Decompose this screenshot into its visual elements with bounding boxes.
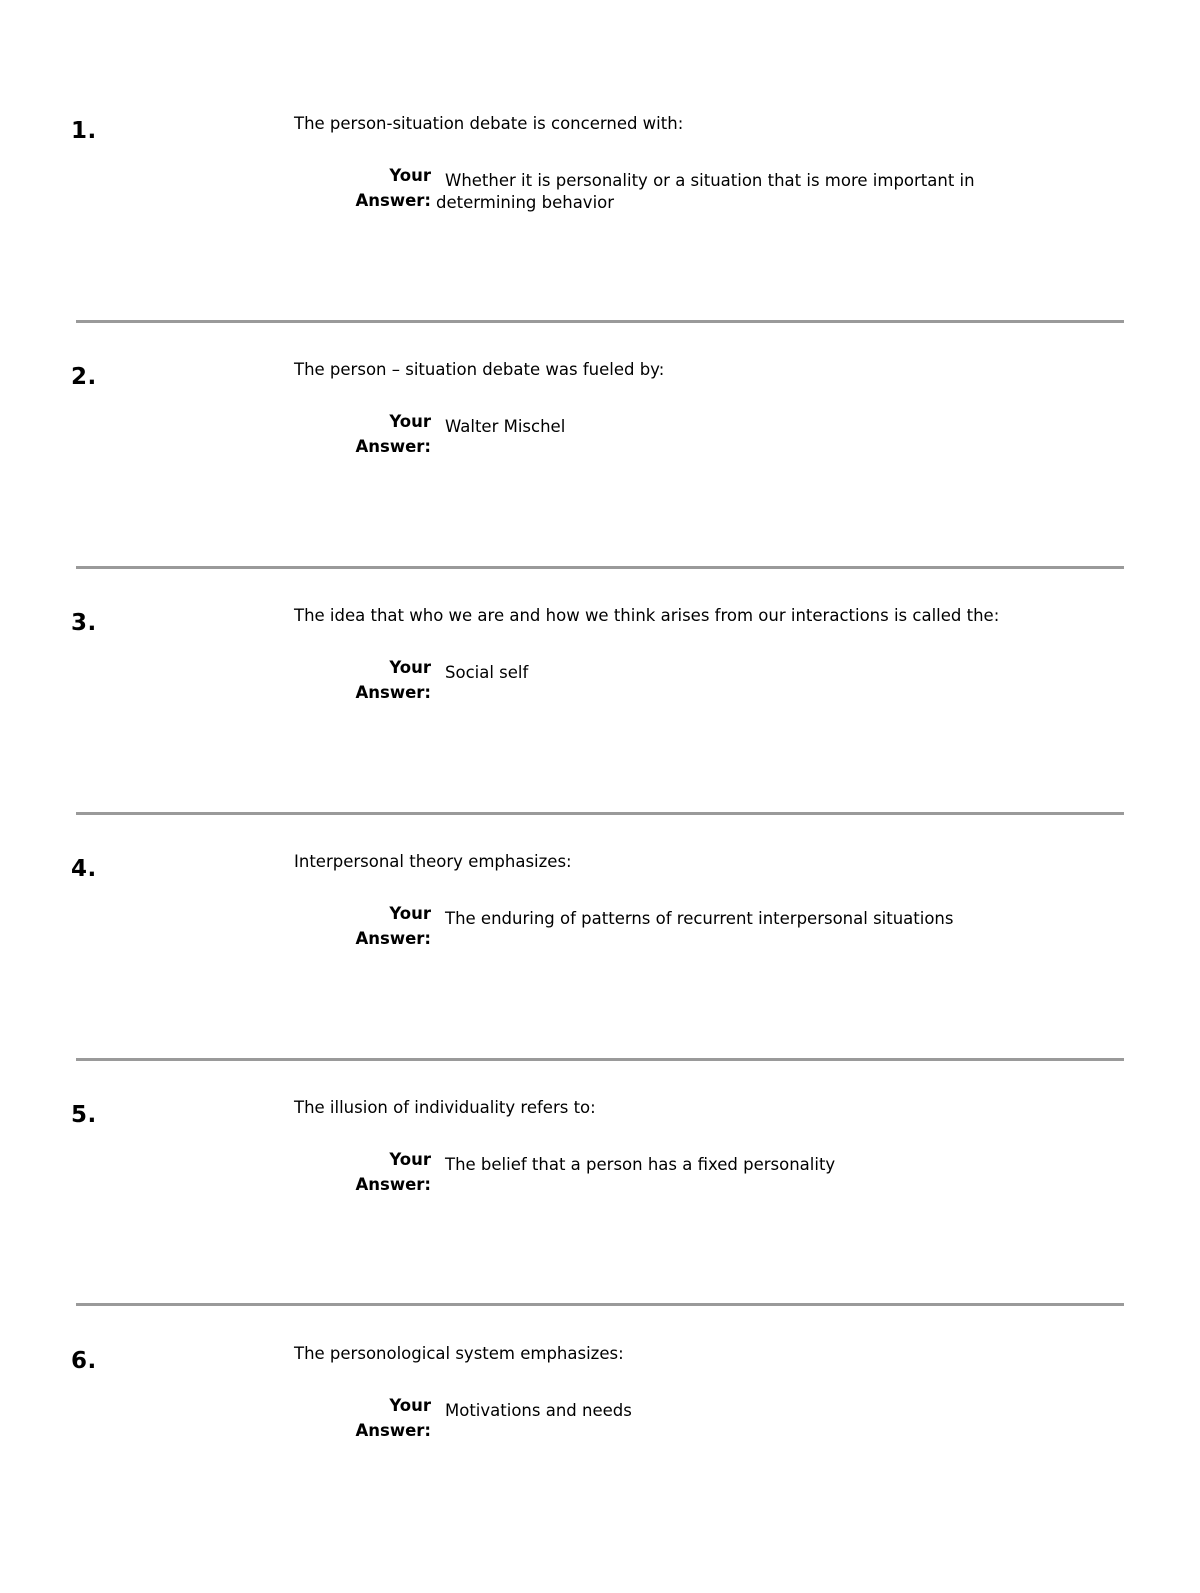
your-answer-label: [330, 1393, 431, 1443]
your-answer-label: [330, 163, 431, 213]
question-6: [0, 1344, 1200, 1593]
question-number: 5.: [71, 1102, 97, 1128]
question-divider: [76, 1058, 1124, 1061]
question-text: Interpersonal theory emphasizes:: [294, 852, 572, 871]
your-answer-label-line2: Answer:: [355, 191, 431, 210]
your-answer-label: [330, 1147, 431, 1197]
your-answer-label-line2: Answer:: [355, 437, 431, 456]
question-3: [0, 606, 1200, 855]
question-5: [0, 1098, 1200, 1347]
your-answer-label-line2: Answer:: [355, 683, 431, 702]
question-divider: [76, 1303, 1124, 1306]
question-divider: [76, 812, 1124, 815]
question-text: The illusion of individuality refers to:: [294, 1098, 596, 1117]
question-number: 1.: [71, 118, 97, 144]
your-answer-label: [330, 409, 431, 459]
your-answer-label: [330, 901, 431, 951]
question-number: 4.: [71, 856, 97, 882]
question-1: [0, 114, 1200, 363]
your-answer-label-line1: Your: [389, 904, 431, 923]
your-answer-label-line1: Your: [389, 1396, 431, 1415]
your-answer-label-line2: Answer:: [355, 929, 431, 948]
your-answer-label-line1: Your: [389, 1150, 431, 1169]
question-text: The personological system emphasizes:: [294, 1344, 624, 1363]
answer-text: Whether it is personality or a situation that is more important in determining behavior: [436, 171, 975, 212]
question-number: 6.: [71, 1348, 97, 1374]
answer-text: Social self: [445, 663, 529, 682]
question-4: [0, 852, 1200, 1101]
answer-text: Walter Mischel: [445, 417, 566, 436]
answer-text: The belief that a person has a fixed personality: [445, 1155, 836, 1174]
question-divider: [76, 566, 1124, 569]
question-divider: [76, 320, 1124, 323]
question-text: The person-situation debate is concerned with:: [294, 114, 684, 133]
answer-text: Motivations and needs: [445, 1401, 632, 1420]
question-text: The person – situation debate was fueled by:: [294, 360, 665, 379]
your-answer-label-line1: Your: [389, 658, 431, 677]
answer-text: The enduring of patterns of recurrent interpersonal situations: [445, 909, 954, 928]
question-2: [0, 360, 1200, 609]
your-answer-label-line1: Your: [389, 412, 431, 431]
your-answer-label-line1: Your: [389, 166, 431, 185]
your-answer-label-line2: Answer:: [355, 1175, 431, 1194]
your-answer-label-line2: Answer:: [355, 1421, 431, 1440]
question-text: The idea that who we are and how we think arises from our interactions is called the:: [294, 606, 1000, 625]
question-number: 2.: [71, 364, 97, 390]
question-number: 3.: [71, 610, 97, 636]
your-answer-label: [330, 655, 431, 705]
